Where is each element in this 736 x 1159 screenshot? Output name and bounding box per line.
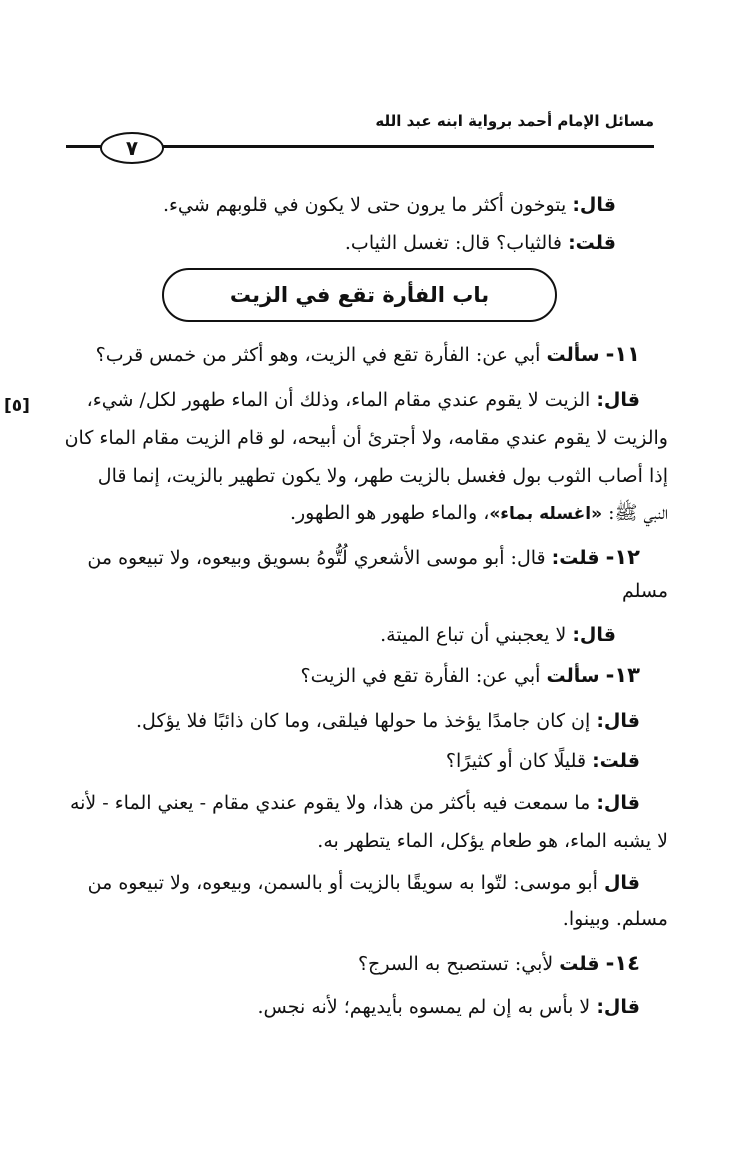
line-text: لأبي: تستصبح به السرج؟ (357, 953, 554, 975)
margin-reference: [٥] (4, 396, 30, 416)
line-text: النبي ﷺ: (608, 502, 668, 524)
running-title: مسائل الإمام أحمد برواية ابنه عبد الله (375, 112, 654, 130)
line-text: لا بأس به إن لم يمسوه بأيديهم؛ لأنه نجس. (257, 996, 591, 1018)
line-text: أبي عن: الفأرة تقع في الزيت؟ (300, 665, 541, 687)
hadith-quote: «اغسله بماء» (489, 504, 603, 524)
speaker-label: قال (603, 872, 640, 894)
speaker-label: قال: (596, 710, 640, 732)
question-number: ١٢- (605, 545, 640, 569)
line-text: إذا أصاب الثوب بول فغسل بالزيت طهر، ولا يكون تطهير بالزيت، إنما قال (97, 465, 668, 487)
text-line (87, 386, 640, 414)
line-text: لا يشبه الماء، هو طعام يؤكل، الماء يتطهر به. (317, 830, 668, 852)
chapter-title: باب الفأرة تقع في الزيت (229, 283, 490, 307)
chapter-heading-box (162, 268, 557, 322)
text-line (258, 993, 640, 1021)
speaker-label: قال: (572, 194, 616, 216)
line-text: قال: أبو موسى الأشعري لُتُّوهُ بسويق وبيعوه، ولا تبيعوه من (87, 547, 546, 569)
speaker-label: قلت: (592, 750, 640, 772)
line-text: مسلم (621, 580, 668, 602)
question-number: ١٣- (605, 663, 640, 687)
text-line (622, 577, 668, 605)
speaker-label: قال: (572, 624, 616, 646)
text-line (70, 789, 640, 817)
page-number (100, 132, 164, 164)
line-text: إن كان جامدًا يؤخذ ما حولها فيلقى، وما كان ذائبًا فلا يؤكل. (136, 710, 591, 732)
speaker-label: قال: (596, 996, 640, 1018)
speaker-label: قلت (559, 953, 600, 975)
line-text: مسلم. وبينوا. (562, 908, 668, 930)
speaker-label: قلت: (551, 547, 600, 569)
text-line (301, 661, 640, 690)
line-text: يتوخون أكثر ما يرون حتى لا يكون في قلوبهم شيء. (162, 194, 567, 216)
question-number: ١١- (605, 342, 640, 366)
line-text: الزيت لا يقوم عندي مقام الماء، وذلك أن الماء طهور لكل/ شيء، (86, 389, 591, 411)
line-text: ، والماء طهور هو الطهور. (289, 502, 490, 524)
text-line (98, 462, 668, 490)
speaker-label: سألت (546, 344, 600, 366)
text-line (96, 340, 640, 369)
speaker-label: سألت (546, 665, 600, 687)
line-text: أبو موسى: لتّوا به سويقًا بالزيت أو بالسمن، وبيعوه، ولا تبيعوه من (87, 872, 598, 894)
text-line (65, 424, 668, 452)
text-line (290, 499, 668, 528)
text-line (88, 869, 640, 897)
question-number: ١٤- (605, 951, 640, 975)
line-text: لا يعجبني أن تباع الميتة. (380, 624, 567, 646)
text-line (563, 905, 668, 933)
text-line (345, 229, 616, 257)
page-number-text: ٧ (125, 136, 139, 160)
text-line (87, 543, 640, 572)
text-line (358, 949, 640, 978)
text-line (136, 707, 640, 735)
speaker-label: قال: (596, 792, 640, 814)
line-text: أبي عن: الفأرة تقع في الزيت، وهو أكثر من خمس قرب؟ (95, 344, 541, 366)
speaker-label: قال: (596, 389, 640, 411)
text-line (446, 747, 640, 775)
text-line (317, 827, 668, 855)
line-text: والزيت لا يقوم عندي مقامه، ولا أجترئ أن أبيحه، لو قام الزيت مقام الماء كان (64, 427, 668, 449)
line-text: ما سمعت فيه بأكثر من هذا، ولا يقوم عندي مقام - يعني الماء - لأنه (69, 792, 591, 814)
text-line (163, 191, 616, 219)
speaker-label: قلت: (568, 232, 616, 254)
text-line (380, 621, 616, 649)
line-text: فالثياب؟ قال: تغسل الثياب. (344, 232, 563, 254)
line-text: قليلًا كان أو كثيرًا؟ (445, 750, 587, 772)
